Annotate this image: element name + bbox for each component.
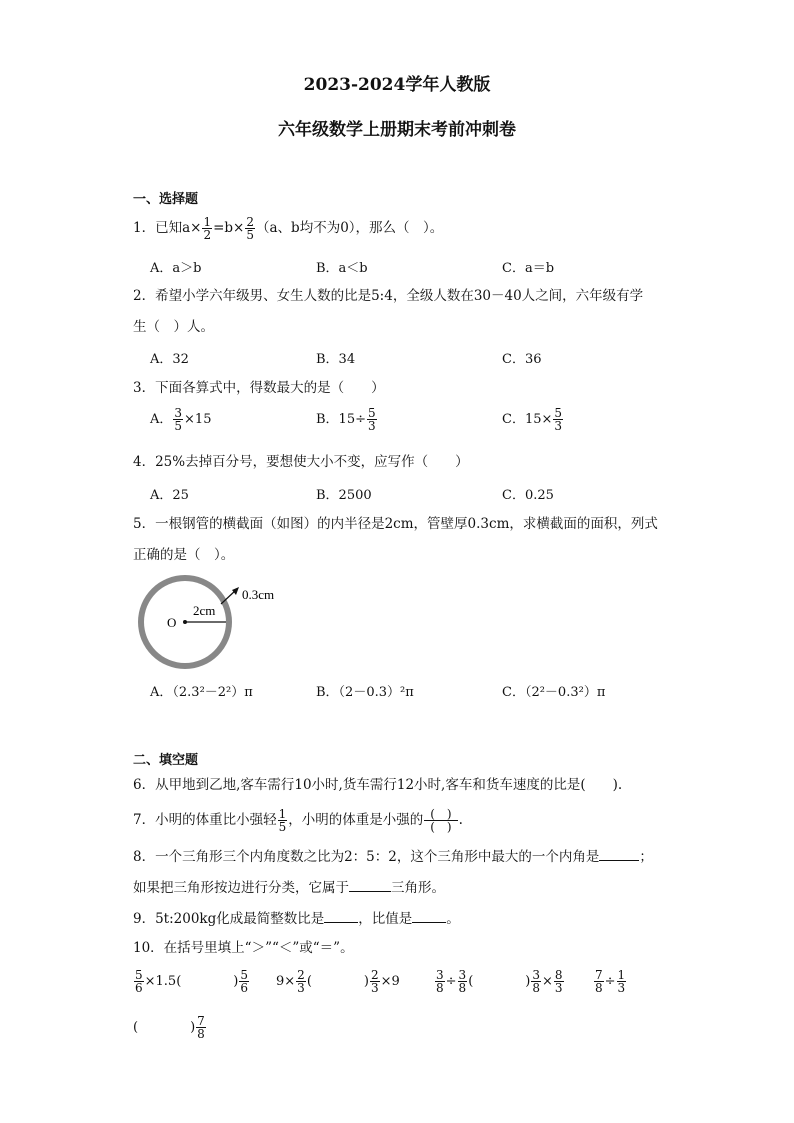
question-5-line1: 5．一根钢管的横截面（如图）的内半径是2cm，管壁厚0.3cm，求横截面的面积，列式	[133, 516, 658, 532]
question-5-line2: 正确的是（ ）。	[133, 547, 235, 563]
question-9: 9．5t:200kg化成最简整数比是 ，比值是 。	[133, 908, 460, 929]
section-heading-choice: 一、选择题	[133, 192, 199, 207]
q1-fraction-2: $\frac{2}{5}$	[246, 215, 254, 242]
q5-option-a: A．（2.3²－2²）π	[150, 685, 253, 700]
q1-text-c: （a、b均不为0），那么（ ）。	[256, 220, 444, 236]
section-heading-fill: 二、填空题	[133, 753, 199, 768]
q2-option-c: C．36	[502, 352, 542, 367]
q10-expression-4a: $\frac{7}{8}$ ÷ $\frac{1}{3}$	[595, 968, 626, 995]
question-3: 3．下面各算式中，得数最大的是（ ）	[133, 380, 385, 396]
q3-option-b: B．15÷ $\frac{5}{3}$	[316, 406, 376, 433]
question-1	[133, 216, 443, 241]
question-6: 6．从甲地到乙地,客车需行10小时,货车需行12小时,客车和货车速度的比是( ).	[133, 777, 623, 793]
question-10: 10．在括号里填上“＞”“＜”或“＝”。	[133, 940, 354, 956]
page-title: 2023-2024学年人教版	[303, 75, 491, 95]
question-8-line1: 8．一个三角形三个内角度数之比为2：5：2，这个三角形中最大的一个内角是 ；	[133, 846, 653, 867]
q1-option-c: C．a＝b	[502, 261, 555, 276]
q9-blank-2	[412, 908, 446, 923]
center-label: O	[167, 615, 177, 630]
q10-expression-2: 9× $\frac{2}{3}$ ( ) $\frac{2}{3}$ ×9	[276, 968, 400, 995]
thickness-arrowhead	[232, 587, 239, 595]
q10-expression-4b: ( ) $\frac{7}{8}$	[133, 1014, 205, 1041]
radius-label: 2cm	[193, 603, 216, 618]
pipe-cross-section-diagram	[133, 572, 303, 672]
question-7: 7．小明的体重比小强轻 $\frac{1}{5}$ ，小明的体重是小强的 $\frac{( )}{( )}$ .	[133, 807, 463, 834]
q4-option-a: A．25	[150, 488, 189, 503]
q3-option-a: A． $\frac{3}{5}$ ×15	[150, 406, 212, 433]
q4-option-c: C．0.25	[502, 488, 554, 503]
q2-option-b: B．34	[316, 352, 356, 367]
q1-option-a: A．a＞b	[150, 261, 202, 276]
q8-blank-2	[349, 877, 391, 892]
q7-answer-fraction-blank: $\frac{( )}{( )}$	[424, 808, 457, 833]
question-2-line2: 生（ ）人。	[133, 319, 214, 335]
q3-option-c: C．15× $\frac{5}{3}$	[502, 406, 563, 433]
q4-option-b: B．2500	[316, 488, 372, 503]
question-2-line1: 2．希望小学六年级男、女生人数的比是5:4，全级人数在30－40人之间，六年级有学	[133, 288, 644, 304]
question-4: 4．25%去掉百分号，要想使大小不变，应写作（ ）	[133, 454, 469, 470]
q1-text: 1．已知a×	[133, 220, 202, 236]
q9-blank-1	[324, 908, 358, 923]
q1-text-b: =b×	[213, 220, 245, 236]
question-8-line2: 如果把三角形按边进行分类，它属于 三角形。	[133, 877, 445, 898]
q2-option-a: A．32	[150, 352, 189, 367]
q1-fraction-1: $\frac{1}{2}$	[203, 215, 212, 242]
q1-option-b: B．a＜b	[316, 261, 368, 276]
q8-blank-1	[599, 846, 639, 861]
page-subtitle: 六年级数学上册期末考前冲刺卷	[278, 120, 516, 140]
q10-expression-3: $\frac{3}{8}$ ÷ $\frac{3}{8}$ ( ) $\frac{3}{8}$ × $\frac{8}{3}$	[436, 968, 563, 995]
q10-expression-1: $\frac{5}{6}$ ×1.5( ) $\frac{5}{6}$	[135, 968, 248, 995]
q5-option-c: C．（2²－0.3²）π	[502, 685, 606, 700]
q5-option-b: B．（2－0.3）²π	[316, 685, 414, 700]
thickness-label: 0.3cm	[242, 587, 275, 602]
